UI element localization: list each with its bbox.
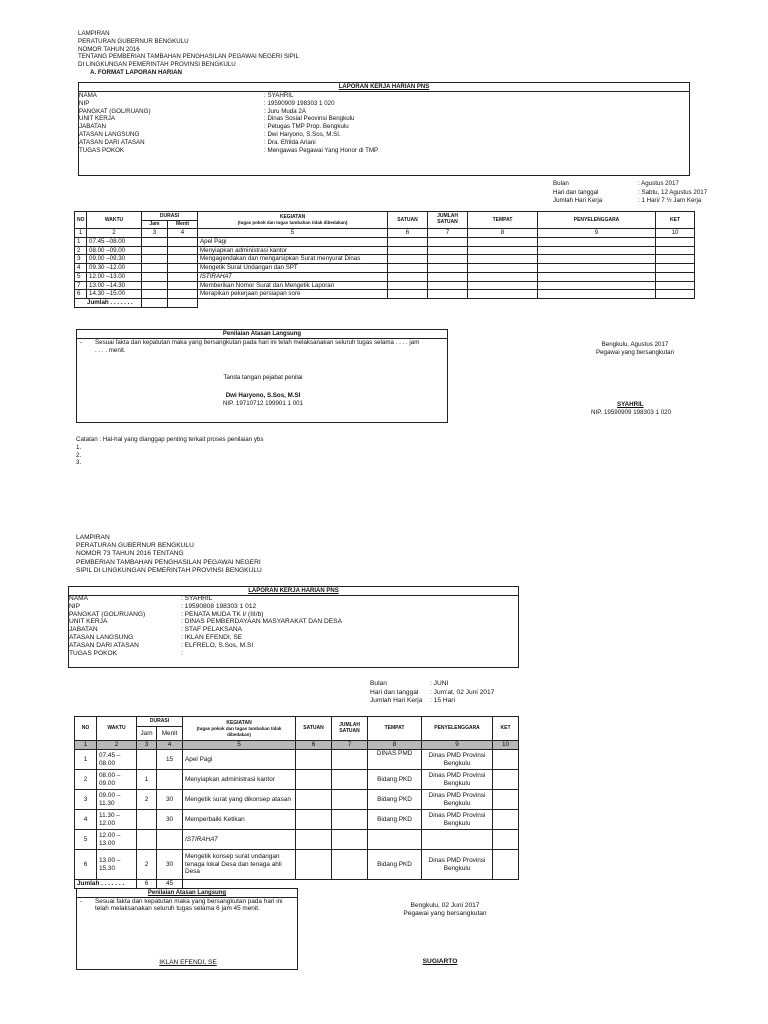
row-waktu: 13.00 –14.30 (87, 281, 142, 290)
field-label: TUGAS POKOK (69, 649, 117, 657)
penilaian-text (95, 339, 445, 355)
col-header-penyelenggara: PENYELENGGARA (422, 717, 493, 741)
field-label: ATASAN DARI ATASAN (79, 138, 145, 146)
doc1-header-line: PERATURAN GUBERNUR BENGKULU (78, 37, 189, 45)
field-value: : IKLAN EFENDI, SE (181, 633, 243, 641)
column-number: 5 (183, 741, 296, 750)
table-row (75, 264, 695, 273)
row-waktu: 07.45 –08.00 (87, 237, 142, 246)
row-waktu: 09.00 – 11.30 (97, 790, 137, 810)
total-jam: 6 (137, 880, 157, 889)
period-value: : Jum'at, 02 Juni 2017 (430, 688, 495, 696)
col-header-menit: Menit (157, 727, 183, 741)
column-number: 3 (137, 741, 157, 750)
table-row (75, 750, 519, 770)
column-number: 4 (157, 741, 183, 750)
column-number: 9 (422, 741, 493, 750)
doc1-header-line: NOMOR TAHUN 2016 (78, 45, 140, 53)
row-waktu: 08.00 –09.00 (87, 246, 142, 255)
row-kegiatan: Memberikan Nomor Surat dan Mengetik Laporan (198, 281, 388, 290)
column-number: 5 (198, 229, 388, 238)
field-label: UNIT KERJA (69, 618, 108, 626)
field-value: : SYAHRIL (181, 595, 213, 602)
field-value: : (181, 649, 183, 657)
row-jam: 2 (137, 790, 157, 810)
field-label: PANGKAT (GOL/RUANG) (69, 610, 146, 618)
column-number: 10 (493, 741, 519, 750)
row-tempat: Bidang PKD (368, 770, 422, 790)
signer-nip: NIP. 19590909 198303 1 020 (591, 408, 672, 416)
field-label: PANGKAT (GOL/RUANG) (79, 107, 151, 115)
bullet: - (80, 339, 83, 346)
col-header-no: NO (75, 717, 97, 741)
row-penyelenggara: Dinas PMD Provinsi Bengkulu (422, 790, 493, 810)
col-header-satuan: SATUAN (388, 212, 428, 229)
penilai-name: Dwi Haryono, S.Sos, M.SI (225, 392, 301, 399)
field-label: ATASAN DARI ATASAN (69, 641, 139, 649)
penilaian-text: Sesuai fakta dan kepatutan maka yang bersangkutan pada hari ini telah melaksanakan seluruh tugas selama 6 jam 45 menit. (95, 898, 283, 913)
period-label: Hari dan tanggal (370, 688, 419, 696)
doc2-period (370, 680, 494, 706)
col-header-durasi: DURASI (137, 717, 183, 727)
sign-place-date: Bengkulu, 02 Juni 2017 (410, 902, 480, 909)
doc2-header (76, 534, 262, 575)
penilai-name: IKLAN EFENDI, SE (159, 959, 217, 966)
kegiatan-title: KEGIATAN (226, 720, 252, 727)
penilaian-title: Penilaian Atasan Langsung (77, 889, 297, 898)
row-menit: 30 (157, 790, 183, 810)
kegiatan-subtitle: (tugas pokok dan tugas tambahan tidak dibedakan) (237, 220, 348, 226)
doc1-catatan (76, 436, 263, 467)
row-penyelenggara: Dinas PMD Provinsi Bengkulu (422, 770, 493, 790)
column-number: 9 (538, 229, 656, 238)
row-waktu: 12.00 – 13.00 (97, 830, 137, 850)
bullet: - (80, 898, 83, 905)
table-row (75, 830, 519, 850)
row-kegiatan: Mengagendakan dan mengarsipkan Surat menyurat Dinas (198, 255, 388, 264)
penilai-nip: NIP. 19710712 199901 1 001 (222, 400, 304, 407)
period-label: Jumlah Hari Kerja (370, 697, 423, 704)
table-row (75, 281, 695, 290)
field-label: NIP (69, 602, 80, 610)
row-no: 2 (75, 246, 87, 255)
doc2-header-line: LAMPIRAN (76, 534, 110, 541)
table-row (75, 770, 519, 790)
row-no: 4 (75, 810, 97, 830)
doc2-signature (385, 902, 505, 918)
column-number: 8 (468, 229, 538, 238)
field-value: : DINAS PEMBERDAYAAN MASYARAKAT DAN DESA (181, 618, 342, 626)
row-kegiatan: Apel Pagi (183, 750, 296, 770)
row-jam: 1 (137, 770, 157, 790)
column-number: 3 (142, 229, 168, 238)
penilaian-text-line: Sesuai fakta dan kepatutan maka yang bersangkutan pada hari ini telah melaksanakan seluruh tugas selama . . . . jam (95, 339, 420, 346)
doc1-format-title: A. FORMAT LAPORAN HARIAN (90, 68, 183, 76)
total-label: Jumlah . . . . . . . (75, 880, 137, 889)
sign-place-date: Bengkulu, Agustus 2017 (601, 341, 669, 348)
col-header-kegiatan (198, 212, 388, 229)
period-label: Jumlah Hari Kerja (553, 197, 603, 204)
col-header-no: NO (75, 212, 87, 229)
doc2-activity-table (74, 716, 519, 889)
row-waktu: 08.00 – 09.00 (97, 770, 137, 790)
row-kegiatan: Menyiapkan administrasi kantor (183, 770, 296, 790)
catatan-line: 3. (76, 459, 82, 467)
table-row (75, 790, 519, 810)
row-kegiatan: Mengetik surat yang dikonsep atasan (183, 790, 296, 810)
field-value: : SYAHRIL (264, 92, 294, 99)
col-header-kegiatan (183, 717, 296, 741)
row-jam (137, 830, 157, 850)
row-no: 7 (75, 281, 87, 290)
doc1-header-line: TENTANG PEMBERIAN TAMBAHAN PENGHASILAN PEGAWAI NEGERI SIPIL (78, 53, 299, 61)
row-tempat: DINAS PMD (368, 750, 422, 770)
col-header-jumlah-satuan: JUMLAH SATUAN (332, 717, 368, 741)
doc2-header-line: PEMBERIAN TAMBAHAN PENGHASILAN PEGAWAI NEGERI (76, 558, 261, 566)
table-row (75, 810, 519, 830)
catatan-line: 2. (76, 451, 82, 459)
field-value: : 19590808 198303 1 012 (181, 602, 257, 610)
doc2-penilaian-box (76, 888, 298, 970)
doc2-fields (69, 595, 342, 657)
row-no: 2 (75, 770, 97, 790)
col-header-tempat: TEMPAT (368, 717, 422, 741)
field-value: : Dra. Efrilda Ariani (264, 138, 316, 146)
sign-role: Pegawai yang bersangkutan (403, 910, 487, 918)
penilaian-title: Penilaian Atasan Langsung (77, 330, 447, 339)
field-label: JABATAN (79, 123, 106, 131)
doc1-header-line: DI LINGKUNGAN PEMERINTAH PROVINSI BENGKULU (78, 61, 236, 68)
row-kegiatan: ISTIRAHAT (183, 830, 296, 850)
field-label: NAMA (69, 595, 89, 602)
field-value: : PENATA MUDA TK I/ (III/b) (181, 610, 264, 618)
period-label: Hari dan tanggal (553, 188, 599, 196)
row-jam (137, 810, 157, 830)
table-row (75, 255, 695, 264)
column-number: 1 (75, 229, 87, 238)
row-waktu: 11.30 – 12.00 (97, 810, 137, 830)
row-kegiatan: ISTIRAHAT (198, 272, 388, 281)
table-row (75, 246, 695, 255)
row-kegiatan: Memperbaiki Ketikan (183, 810, 296, 830)
column-number: 10 (656, 229, 695, 238)
doc1-info-box (78, 82, 690, 176)
col-header-tempat: TEMPAT (468, 212, 538, 229)
doc1-signature (575, 341, 695, 357)
row-no: 4 (75, 264, 87, 273)
row-penyelenggara: Dinas PMD Provinsi Bengkulu (422, 750, 493, 770)
field-value: : Dwi Haryono, S.Sos, M.SI. (264, 130, 341, 138)
field-value: : 19590909 198303 1 020 (264, 99, 335, 107)
row-tempat (368, 830, 422, 850)
row-penyelenggara: Dinas PMD Provinsi Bengkulu (422, 810, 493, 830)
doc2-info-box (68, 586, 519, 668)
column-number: 2 (97, 741, 137, 750)
col-header-ket: KET (493, 717, 519, 741)
catatan-line: 1. (76, 443, 82, 451)
row-no: 5 (75, 830, 97, 850)
kegiatan-title: KEGIATAN (279, 214, 306, 221)
total-row (75, 299, 695, 308)
period-value: : Agustus 2017 (638, 180, 679, 187)
column-number: 6 (296, 741, 332, 750)
total-menit: 45 (157, 880, 183, 889)
doc1-header (78, 30, 478, 77)
col-header-penyelenggara: PENYELENGGARA (538, 212, 656, 229)
doc2-box-title: LAPORAN KERJA HARIAN PNS (69, 587, 518, 596)
column-number: 1 (75, 741, 97, 750)
field-value: : Dinas Sosial Peovinsi Bengkulu (264, 115, 355, 123)
row-no: 1 (75, 750, 97, 770)
field-label: NAMA (79, 92, 97, 99)
sign-role: Pegawai yang bersangkutan (595, 348, 675, 356)
row-tempat: Bidang PKD (368, 810, 422, 830)
row-waktu: 09.00 –09.30 (87, 255, 142, 264)
period-value: : 15 Hari (430, 697, 455, 704)
column-number: 7 (428, 229, 468, 238)
column-number: 2 (87, 229, 142, 238)
row-kegiatan: Merapikan pekerjaan persiapan sore (198, 290, 388, 299)
row-tempat: Bidang PKD (368, 850, 422, 880)
row-jam (137, 750, 157, 770)
field-label: ATASAN LANGSUNG (79, 130, 140, 138)
doc2-header-line: PERATURAN GUBERNUR BENGKULU (76, 542, 194, 550)
column-number: 7 (332, 741, 368, 750)
field-label: TUGAS POKOK (79, 146, 125, 154)
row-waktu: 07.45 – 08.00 (97, 750, 137, 770)
row-menit (157, 830, 183, 850)
row-menit: 30 (157, 810, 183, 830)
col-header-jumlah-satuan: JUMLAH SATUAN (428, 212, 468, 229)
row-waktu: 09.30 –12.00 (87, 264, 142, 273)
field-value: : Juru Muda 2A (264, 107, 306, 115)
row-kegiatan: Mengetik konsep surat undangan tenaga lokal Desa dan tenaga ahli Desa (183, 850, 296, 880)
row-kegiatan: Menyiapkan administrasi kantor (198, 246, 388, 255)
field-value: : STAF PELAKSANA (181, 626, 243, 634)
row-menit: 30 (157, 850, 183, 880)
column-number: 4 (168, 229, 198, 238)
row-kegiatan: Apel Pagi (198, 237, 388, 246)
column-number: 6 (388, 229, 428, 238)
col-header-ket: KET (656, 212, 695, 229)
col-header-jam: Jam (142, 221, 168, 229)
ttd-label: Tanda tangan pejabat penilai (223, 374, 303, 381)
row-waktu: 14.30 –15.00 (87, 290, 142, 299)
row-no: 1 (75, 237, 87, 246)
row-tempat: Bidang PKD (368, 790, 422, 810)
doc1-box-title: LAPORAN KERJA HARIAN PNS (79, 83, 689, 92)
field-value: : ELFRELO, S.Sos, M.SI (181, 641, 254, 649)
row-waktu: 12.00 –13.00 (87, 272, 142, 281)
total-label: Jumlah . . . . . . . (75, 299, 142, 308)
col-header-menit: Menit (168, 221, 198, 229)
period-value: : 1 Hari/ 7 ½ Jam Kerja (638, 197, 702, 204)
row-no: 3 (75, 790, 97, 810)
table-row (75, 272, 695, 281)
field-value: : Petugas TMP Prop. Bengkulu (264, 123, 349, 131)
row-no: 6 (75, 290, 87, 299)
period-label: Bulan (370, 680, 387, 687)
row-jam: 2 (137, 850, 157, 880)
table-row (75, 237, 695, 246)
column-number-row (75, 229, 695, 238)
col-header-durasi: DURASI (142, 212, 198, 221)
doc1-penilaian-box (76, 329, 448, 423)
row-no: 6 (75, 850, 97, 880)
catatan-line: Catatan : Hal-hal yang dianggap penting terkait proses penilaian ybs (76, 436, 264, 443)
signer-name: SUGIARTO (422, 958, 458, 965)
row-penyelenggara (422, 830, 493, 850)
row-menit: 15 (157, 750, 183, 770)
doc2-header-line: NOMOR 73 TAHUN 2016 TENTANG (76, 550, 184, 558)
col-header-waktu: WAKTU (97, 717, 137, 741)
row-kegiatan: Mengetik Surat Undangan dan SPT (198, 264, 388, 273)
doc1-header-line: LAMPIRAN (78, 30, 110, 37)
col-header-jam: Jam (137, 727, 157, 741)
row-penyelenggara: Dinas PMD Provinsi Bengkulu (422, 850, 493, 880)
penilaian-text-line: . . . . menit. (95, 346, 126, 354)
doc1-fields (79, 92, 378, 154)
row-no: 3 (75, 255, 87, 264)
field-label: JABATAN (69, 626, 98, 634)
period-value: : Sabtu, 12 Agustus 2017 (638, 188, 708, 196)
table-row (75, 850, 519, 880)
col-header-satuan: SATUAN (296, 717, 332, 741)
row-waktu: 13.00 – 15.30 (97, 850, 137, 880)
row-menit (157, 770, 183, 790)
column-number: 8 (368, 741, 422, 750)
period-label: Bulan (553, 180, 569, 187)
doc1-activity-table (74, 211, 695, 308)
col-header-waktu: WAKTU (87, 212, 142, 229)
row-no: 5 (75, 272, 87, 281)
field-label: UNIT KERJA (79, 115, 115, 123)
doc1-signer (575, 401, 715, 417)
field-value: : Mengawas Pegawai Yang Honor di TMP (264, 146, 379, 154)
field-label: ATASAN LANGSUNG (69, 633, 134, 641)
table-row (75, 290, 695, 299)
column-number-row (75, 741, 519, 750)
doc2-header-line: SIPIL DI LINGKUNGAN PEMERINTAH PROVINSI BENGKULU (76, 566, 262, 574)
period-value: : JUNI (430, 680, 449, 687)
kegiatan-subtitle: (tugas pokok dan tugas tambahan tidak dibedakan) (196, 726, 282, 737)
signer-name: SYAHRIL (617, 401, 644, 408)
field-label: NIP (79, 99, 90, 107)
doc1-period (553, 180, 707, 206)
